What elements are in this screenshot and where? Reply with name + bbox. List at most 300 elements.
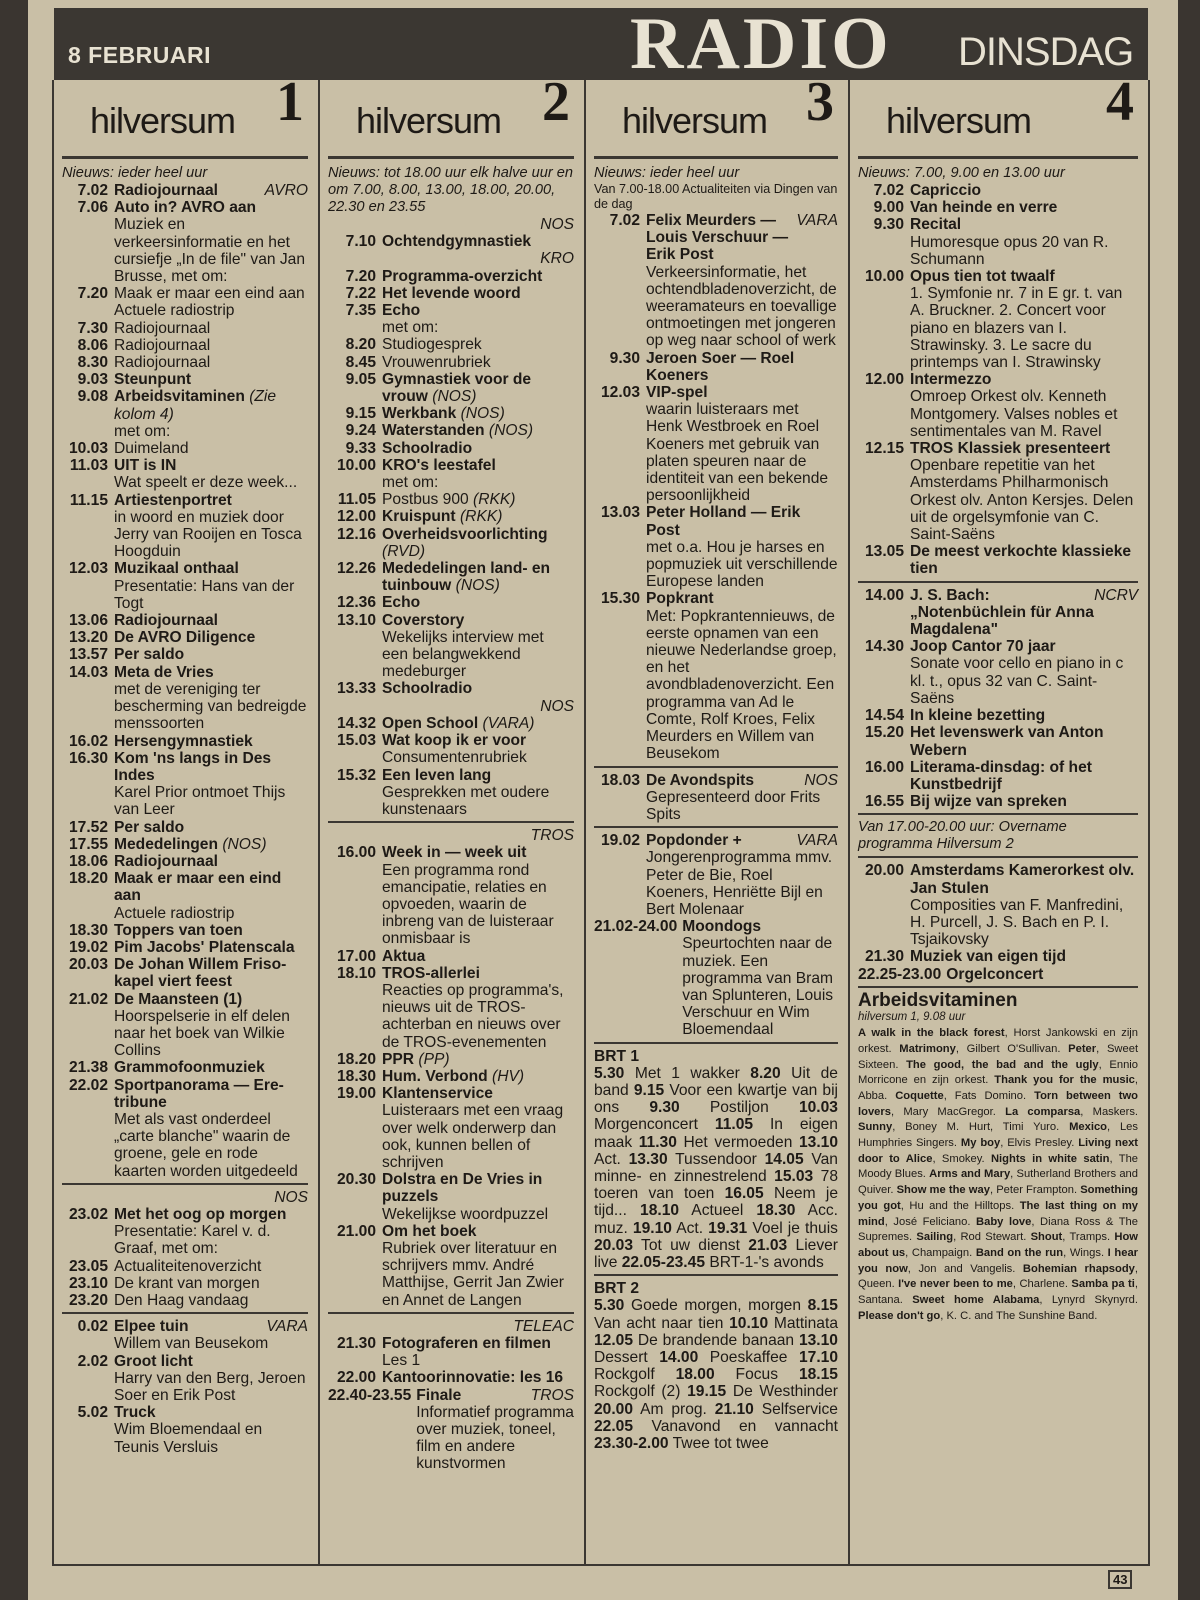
program-title: Bij wijze van spreken <box>910 793 1067 811</box>
brt1-time: 19.10 <box>632 1219 672 1237</box>
song-title: Baby love <box>976 1215 1032 1228</box>
song-artist: Les Humphries Singers <box>858 1121 1138 1150</box>
program-title-line <box>910 268 1138 285</box>
program-description: Speurtochten naar de muziek. Een programma van Bram van Splunteren, Louis Verschuur en Wim Bloemendaal <box>682 935 834 1039</box>
program-title: Muzikaal onthaal <box>114 560 239 578</box>
program-description: Actuele radiostrip <box>114 302 235 320</box>
news-note: Nieuws: ieder heel uur <box>594 165 740 181</box>
program-time: 11.15 <box>69 491 108 509</box>
program-body <box>382 612 574 681</box>
program-body <box>416 1387 574 1473</box>
song-title: Peter <box>1068 1042 1097 1055</box>
program-description: Wekelijks interview met een belangwekkend medeburger <box>382 628 544 681</box>
program-time: 22.40-23.55 <box>328 1386 412 1404</box>
column-hilversum-2 <box>318 80 584 1564</box>
program-title-line <box>114 922 308 939</box>
program-time: 10.00 <box>336 456 376 474</box>
program-body <box>114 182 308 199</box>
program-entry <box>594 832 838 918</box>
program-title-line <box>646 384 838 401</box>
program-time: 12.00 <box>336 508 376 526</box>
program-title: Overheidsvoorlichting <box>382 525 548 543</box>
program-description: Wat speelt er deze week... <box>114 474 298 492</box>
program-time: 23.10 <box>68 1274 108 1292</box>
program-entry <box>62 991 308 1060</box>
program-body <box>114 337 308 354</box>
program-time: 7.02 <box>873 182 904 199</box>
program-broadcaster: (VARA) <box>482 714 535 732</box>
program-entry <box>328 965 574 1051</box>
program-title-line <box>114 492 308 509</box>
program-title: Steunpunt <box>114 371 192 389</box>
section-divider <box>328 1312 574 1314</box>
program-title-line <box>382 354 574 371</box>
program-title-line <box>114 1059 308 1076</box>
program-body <box>910 268 1138 371</box>
song-artist: Mary MacGregor <box>903 1105 993 1118</box>
brt1-program: Met 1 wakker <box>634 1064 740 1082</box>
program-time: 20.30 <box>336 1171 376 1189</box>
station-number: 2 <box>542 80 570 133</box>
program-body <box>382 1171 574 1223</box>
program-body <box>114 922 308 939</box>
program-entry <box>328 767 574 819</box>
brt1-time: 11.05 <box>714 1116 754 1134</box>
program-description: met o.a. Hou je harses en popmuziek uit verschillende Europese landen <box>646 538 838 591</box>
program-time: 7.02 <box>609 212 640 229</box>
program-title: Wat koop ik er voor <box>382 732 527 750</box>
song-title: Torn between two lovers <box>858 1089 1139 1118</box>
program-title-line <box>114 354 308 371</box>
program-time: 17.55 <box>68 835 108 853</box>
brt1-time: 5.30 <box>594 1064 625 1082</box>
program-description: Omroep Orkest olv. Kenneth Montgomery. Valses nobles et sentimentales van M. Ravel <box>910 388 1118 440</box>
program-body <box>910 440 1138 543</box>
program-body <box>382 680 574 697</box>
program-time: 13.06 <box>68 612 108 630</box>
program-time: 16.00 <box>864 758 904 776</box>
program-time: 5.02 <box>77 1404 108 1422</box>
header-section: RADIO <box>630 3 892 85</box>
program-time: 7.20 <box>77 285 108 303</box>
section-divider <box>858 813 1138 815</box>
program-description: Willem van Beusekom <box>114 1335 269 1353</box>
song-title: The last thing on my mind <box>858 1199 1138 1228</box>
program-body <box>946 966 1138 983</box>
program-body <box>646 590 838 762</box>
brt1-time: 19.31 <box>708 1219 748 1237</box>
program-title: Peter Holland — Erik Post <box>646 504 801 539</box>
brt1-time: 15.03 <box>774 1167 814 1185</box>
program-title: Radiojournaal <box>114 354 211 372</box>
program-time: 19.00 <box>336 1085 376 1103</box>
program-time: 21.02 <box>68 990 108 1008</box>
program-entry <box>328 560 574 594</box>
station-heading <box>594 80 838 159</box>
program-description: Rubriek over literatuur en schrijvers mmv. André Matthijse, Gerrit Jan Zwier en Annet de Langen <box>382 1239 564 1309</box>
section-divider <box>858 581 1138 583</box>
program-title-line <box>114 560 308 577</box>
program-title: Schoolradio <box>382 680 473 698</box>
program-title-line <box>114 629 308 646</box>
program-title: Klantenservice <box>382 1085 493 1103</box>
program-title: Literama-dinsdag: of het Kunstbedrijf <box>910 758 1092 793</box>
program-title-line <box>114 1077 308 1111</box>
program-title-line <box>114 457 308 474</box>
program-entry <box>328 1369 574 1386</box>
song-artist: Tramps <box>1069 1231 1107 1244</box>
broadcaster-tag: TELEAC <box>513 1317 574 1335</box>
section-divider <box>62 1312 308 1314</box>
program-title: In kleine bezetting <box>910 707 1046 725</box>
program-title-line <box>114 939 308 956</box>
program-title: Grammofoonmuziek <box>114 1059 265 1077</box>
song-title: Matrimony <box>899 1042 956 1055</box>
program-title-line <box>382 612 574 629</box>
brt1-program: Morgenconcert <box>594 1116 699 1134</box>
brt2-program: Vanavond en vannacht <box>651 1417 838 1435</box>
program-entry <box>328 336 574 353</box>
program-body <box>382 336 574 353</box>
program-time: 9.33 <box>345 439 376 457</box>
song-artist: Lynyrd Skynyrd <box>1051 1294 1135 1307</box>
program-time: 18.03 <box>600 771 640 789</box>
section-divider <box>328 821 574 823</box>
program-title: Hersengymnastiek <box>114 732 253 750</box>
program-entry <box>62 664 308 733</box>
program-entry <box>594 212 838 350</box>
program-entry <box>594 384 838 504</box>
program-body <box>382 767 574 819</box>
program-description: Hoorspelserie in elf delen naar het boek van Wilkie Collins <box>114 1007 290 1060</box>
program-body <box>114 939 308 956</box>
program-title: Echo <box>382 594 421 612</box>
program-title-line <box>382 767 574 784</box>
song-title: Coquette <box>895 1089 944 1102</box>
program-body <box>382 233 574 250</box>
program-title-line <box>382 233 574 250</box>
program-time: 8.30 <box>77 354 108 372</box>
program-body <box>114 991 308 1060</box>
program-title-line <box>646 212 838 264</box>
program-body <box>382 371 574 405</box>
program-body <box>382 594 574 611</box>
program-body <box>382 354 574 371</box>
program-title: Duimeland <box>114 440 189 458</box>
song-artist: Fats Domino <box>954 1089 1024 1102</box>
program-entry <box>594 504 838 590</box>
program-title-line <box>382 948 574 965</box>
song-title: Sweet home Alabama <box>912 1294 1040 1307</box>
song-artist: Boney M. Hurt, Timi Yuro <box>905 1121 1057 1134</box>
program-time: 14.00 <box>864 586 904 604</box>
schedule-frame <box>52 80 1150 1566</box>
program-body <box>114 646 308 663</box>
program-title-line <box>646 350 838 384</box>
brt1-time: 18.10 <box>640 1202 680 1220</box>
program-body <box>382 1335 574 1369</box>
brt2-program: Focus <box>735 1366 779 1384</box>
program-title-line <box>382 1051 574 1068</box>
program-description: met om: <box>114 422 171 440</box>
song-artist: Smokey <box>941 1152 982 1165</box>
program-title-line <box>114 337 308 354</box>
brt1-program: Act. <box>676 1219 704 1237</box>
program-title-line <box>382 1085 574 1102</box>
song-artist: Diana Ross & The Supremes <box>858 1215 1138 1244</box>
program-time: 23.20 <box>68 1292 108 1309</box>
brt2-program: Rockgolf (2) <box>594 1383 681 1401</box>
brt1-time: 18.30 <box>756 1202 796 1220</box>
program-entry <box>328 715 574 732</box>
brt2-heading: BRT 2 <box>594 1280 640 1298</box>
program-title-line <box>382 440 574 457</box>
program-entry <box>62 457 308 491</box>
program-body <box>382 422 574 439</box>
program-title: Vrouwenrubriek <box>382 353 491 371</box>
column-hilversum-3 <box>584 80 848 1564</box>
program-time: 22.02 <box>68 1076 108 1094</box>
program-title-line <box>416 1387 574 1404</box>
program-time: 19.02 <box>68 938 108 956</box>
program-time: 7.35 <box>345 302 376 320</box>
program-entry <box>62 320 308 337</box>
program-description: Gepresenteerd door Frits Spits <box>646 788 821 823</box>
program-title-line <box>910 182 1138 199</box>
program-title: Van heinde en verre <box>910 199 1058 217</box>
program-title: Postbus 900 <box>382 491 469 509</box>
program-entry <box>328 371 574 405</box>
program-body <box>114 1404 308 1456</box>
program-time: 16.30 <box>68 749 108 767</box>
program-body <box>114 612 308 629</box>
program-title: Aktua <box>382 947 426 965</box>
broadcaster-tag: NOS <box>540 216 574 233</box>
program-title: Toppers van toen <box>114 921 243 939</box>
section-divider <box>858 986 1138 988</box>
program-time: 12.03 <box>68 560 108 578</box>
program-description: met om: <box>382 474 439 492</box>
program-title: Het levende woord <box>382 284 521 302</box>
brt2-program: Selfservice <box>761 1400 838 1418</box>
program-title: Den Haag vandaag <box>114 1292 249 1309</box>
program-title-line <box>382 680 574 697</box>
program-time: 12.15 <box>864 440 904 458</box>
program-description: Luisteraars met een vraag over welk onderwerp dan ook, kunnen bellen of schrijven <box>382 1102 564 1171</box>
program-time: 13.20 <box>68 629 108 647</box>
program-title-line <box>382 1171 574 1205</box>
program-entry <box>62 819 308 836</box>
program-time: 8.06 <box>77 336 108 354</box>
program-entry <box>62 182 308 199</box>
program-title-line <box>910 862 1138 896</box>
section-divider <box>594 1274 838 1276</box>
news-note: Nieuws: 7.00, 9.00 en 13.00 uur <box>858 165 1065 181</box>
program-entry <box>328 594 574 611</box>
program-entry <box>62 1318 308 1352</box>
brt2-program: Rockgolf <box>594 1366 655 1384</box>
program-title-line <box>910 724 1138 758</box>
program-title: TROS Klassiek presenteert <box>910 440 1111 458</box>
song-title: Nights in white satin <box>990 1152 1110 1165</box>
program-title: VIP-spel <box>646 384 708 402</box>
program-title-line <box>382 508 574 525</box>
program-entry <box>858 793 1138 810</box>
program-title-line <box>910 793 1138 810</box>
program-title-line <box>114 853 308 870</box>
program-entry <box>328 948 574 965</box>
brt2-program: Dessert <box>594 1349 648 1366</box>
program-entry <box>62 371 308 388</box>
program-title-line <box>910 638 1138 655</box>
program-time: 13.33 <box>336 680 376 698</box>
brt1-time: 21.03 <box>748 1236 788 1254</box>
program-description: Met als vast onderdeel „carte blanche" waarin de groene, gele en rode kaarten worden uitgedeeld <box>114 1110 298 1180</box>
program-title-line <box>114 1258 308 1275</box>
program-title-line <box>114 870 308 904</box>
program-title: Radiojournaal <box>114 182 218 199</box>
program-title-line <box>910 216 1138 233</box>
program-title-line <box>382 371 574 405</box>
program-entry <box>858 182 1138 199</box>
brt2-time: 17.10 <box>798 1349 838 1366</box>
program-body <box>382 1369 574 1386</box>
song-artist: Wings <box>1069 1246 1101 1259</box>
broadcaster-tag: NOS <box>540 697 574 715</box>
program-body <box>646 350 838 384</box>
program-title: Per saldo <box>114 646 185 664</box>
program-body <box>382 1223 574 1309</box>
magazine-page <box>28 0 1178 1600</box>
program-description: 1. Symfonie nr. 7 in E gr. t. van A. Bruckner. 2. Concert voor piano en blazers van I. Strawinsky. 3. Le sacre du printemps van I. Strawinsky <box>910 285 1123 372</box>
program-body <box>114 819 308 836</box>
program-body <box>910 948 1138 965</box>
program-entry <box>62 836 308 853</box>
program-title: De Johan Willem Friso-kapel viert feest <box>114 956 287 991</box>
program-body <box>910 587 1138 639</box>
program-title-line <box>946 966 1138 983</box>
program-entry <box>62 1077 308 1180</box>
program-time: 16.55 <box>864 793 904 811</box>
program-body <box>114 1206 308 1258</box>
news-note: Nieuws: tot 18.00 uur elk halve uur en om 7.00, 8.00, 13.00, 18.00, 20.00, 22.30 en 23.55 <box>328 165 573 215</box>
program-time: 18.30 <box>336 1067 376 1085</box>
brt2-time: 13.10 <box>798 1331 838 1349</box>
brt1-time: 10.03 <box>798 1099 838 1117</box>
program-time: 10.00 <box>864 268 904 286</box>
program-title: Kantoorinnovatie: les 16 <box>382 1369 564 1387</box>
brt1-program: Voel je thuis <box>752 1219 838 1237</box>
column-hilversum-4 <box>848 80 1148 1564</box>
program-time: 20.03 <box>68 956 108 974</box>
station-heading <box>858 80 1138 159</box>
program-body <box>114 1258 308 1275</box>
program-body <box>114 320 308 337</box>
header-date: 8 FEBRUARI <box>68 42 212 68</box>
program-title: Werkbank <box>382 405 457 423</box>
program-entry <box>62 1206 308 1258</box>
program-entry <box>328 526 574 560</box>
program-title-line <box>382 526 574 560</box>
program-entry <box>858 543 1138 577</box>
program-time: 12.36 <box>336 594 376 612</box>
brt1-program: Voor een kwartje van bij ons <box>594 1081 838 1117</box>
takeover-note: Van 17.00-20.00 uur: Overname programma Hilversum 2 <box>858 819 1067 853</box>
program-title: De meest verkochte klassieke tien <box>910 543 1132 578</box>
program-title-line <box>382 732 574 749</box>
brt1-program: Acc. muz. <box>594 1202 838 1237</box>
program-broadcaster: NCRV <box>1094 586 1138 604</box>
program-time: 17.00 <box>336 947 376 965</box>
brt2-program: Poeskaffee <box>709 1349 788 1366</box>
program-title-line <box>382 336 574 353</box>
program-time: 13.03 <box>600 504 640 522</box>
song-title: I've never been to me <box>898 1278 1013 1291</box>
brt1-time: 11.30 <box>638 1133 677 1151</box>
program-entry <box>858 948 1138 965</box>
program-broadcaster: (NOS) <box>432 388 477 406</box>
program-description: Reacties op programma's, nieuws uit de TROS-achterban en nieuws over de TROS-evenementen <box>382 981 564 1051</box>
program-time: 7.02 <box>77 182 108 199</box>
program-entry <box>858 724 1138 758</box>
program-title-line <box>114 1353 308 1370</box>
program-body <box>114 1318 308 1352</box>
program-description: met om: <box>382 319 439 337</box>
program-title-line <box>114 733 308 750</box>
program-time: 14.54 <box>864 707 904 725</box>
brt1-program: Act. <box>594 1150 621 1168</box>
program-title: Meta de Vries <box>114 663 214 681</box>
song-artist: Abba <box>858 1089 885 1102</box>
program-broadcaster: VARA <box>266 1318 308 1336</box>
program-time: 23.02 <box>68 1205 108 1223</box>
song-title: Mexico <box>1069 1121 1108 1134</box>
program-entry <box>328 354 574 371</box>
program-description: Presentatie: Hans van der Togt <box>114 577 295 612</box>
program-title: Mededelingen <box>114 835 218 853</box>
program-title-line <box>114 388 308 422</box>
program-broadcaster: VARA <box>796 832 838 850</box>
program-broadcaster: (Zie kolom 4) <box>114 388 277 423</box>
program-body <box>114 371 308 388</box>
program-body <box>114 1353 308 1405</box>
program-entry <box>858 268 1138 371</box>
program-entry <box>328 612 574 681</box>
program-title: UIT is IN <box>114 457 177 475</box>
song-title: My boy <box>960 1137 1001 1150</box>
program-body <box>382 440 574 457</box>
program-entry <box>328 1335 574 1369</box>
program-entry <box>62 1404 308 1456</box>
column-hilversum-1 <box>54 80 318 1564</box>
program-body <box>114 956 308 990</box>
brt1-time: 20.03 <box>594 1236 634 1254</box>
program-title-line <box>910 371 1138 388</box>
program-title-line <box>114 750 308 784</box>
program-entry <box>62 337 308 354</box>
program-title: Intermezzo <box>910 371 992 389</box>
program-broadcaster: NOS <box>804 771 838 789</box>
brt2-time: 21.10 <box>714 1400 754 1418</box>
brt1-program: Tussendoor <box>675 1150 757 1168</box>
program-title: Ochtendgymnastiek <box>382 233 532 251</box>
program-title: Week in — week uit <box>382 844 527 862</box>
program-title-line <box>114 199 308 216</box>
program-broadcaster: AVRO <box>264 182 308 199</box>
program-body <box>382 302 574 336</box>
page-header <box>54 3 1148 85</box>
brt2-time: 14.00 <box>659 1349 699 1366</box>
